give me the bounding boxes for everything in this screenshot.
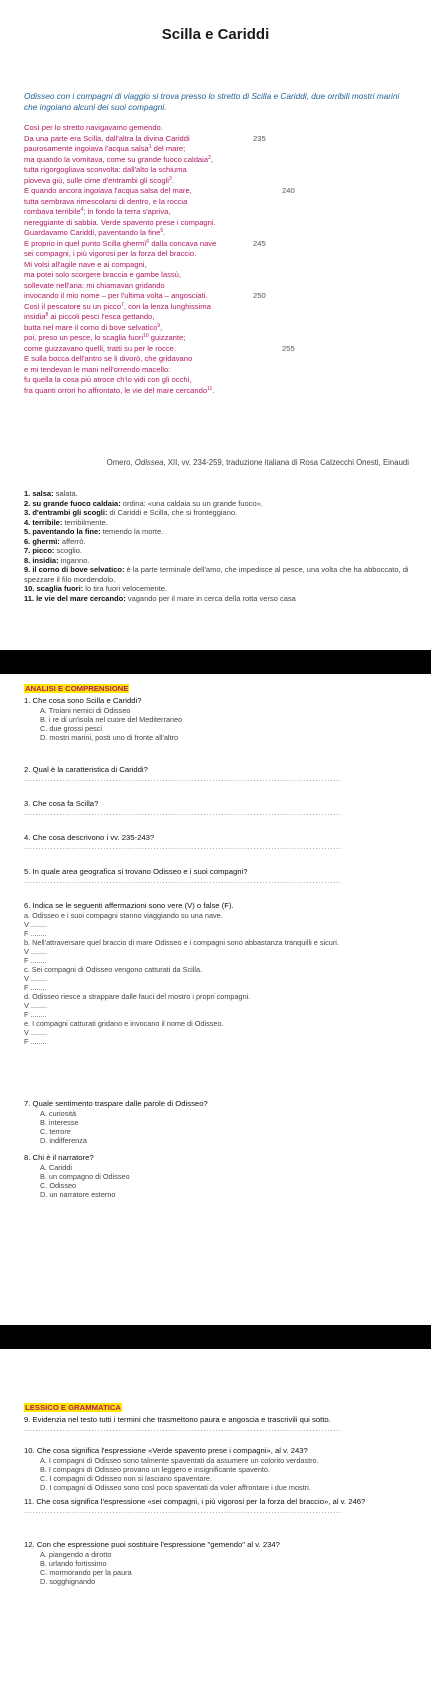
poem-line	[24, 249, 409, 260]
answer-option[interactable]: A. I compagni di Odisseo sono talmente spaventati da assumere un colorito verdastro.	[40, 1456, 319, 1465]
poem-line	[24, 365, 409, 376]
poem-line-text: ma potei solo scorgere braccia e gambe lassù,	[24, 270, 182, 279]
answer-option[interactable]: C. due grossi pesci	[40, 724, 103, 733]
poem-line	[24, 333, 409, 344]
footnote-term: 3. d'entrambi gli scogli:	[24, 508, 108, 517]
answer-option[interactable]: C. mormorando per la paura	[40, 1568, 132, 1577]
answer-option[interactable]: C. terrore	[40, 1127, 71, 1136]
answer-option[interactable]: D. un narratore esterno	[40, 1190, 116, 1199]
answer-option[interactable]: C. I compagni di Odisseo non si lasciano spaventare.	[40, 1474, 212, 1483]
question-12-block	[24, 1540, 414, 1586]
poem-line-text: sollevate nell'aria: mi chiamavan gridando	[24, 280, 165, 290]
answer-option[interactable]: B. interesse	[40, 1118, 79, 1127]
footnote-term: 8. insidia:	[24, 555, 59, 565]
section-title: LESSICO E GRAMMATICA	[25, 1403, 121, 1412]
footnote-definition: è la parte terminale dell'amo, che impedisce al pesce, una volta che ha abboccato, di spezzare il filo mordendolo.	[24, 565, 409, 584]
poem-line-text: invocando il mio nome – per l'ultima volta – angosciati.	[24, 291, 208, 300]
poem-line	[24, 312, 409, 323]
poem-line	[24, 344, 409, 355]
tf-statement: b. Nell'attraversare quel braccio di mare Odisseo e i compagni sono abbastanza tranquilli e sicuri.	[24, 938, 339, 947]
poem-line-text: E sulla bocca dell'antro se li divorò, che gridavano	[24, 354, 193, 363]
poem-line	[24, 207, 409, 218]
answer-option[interactable]: B. i re di un'isola nel cuore del Mediterraneo	[40, 715, 183, 724]
question-3-block	[24, 799, 414, 818]
true-answer-field[interactable]: V ........	[24, 974, 48, 983]
page-title: Scilla e Cariddi	[161, 26, 270, 43]
poem-line-text: ma quando la vomitava, come su grande fuoco caldaia$^2$,	[24, 154, 213, 164]
question-1: 1. Che cosa sono Scilla e Cariddi?	[24, 696, 142, 705]
footnote-term: 5. paventando la fine:	[24, 527, 101, 536]
false-answer-field[interactable]: F ........	[24, 1010, 47, 1019]
poem-line	[24, 144, 409, 155]
answer-line[interactable]: ............................................................................................................	[24, 878, 343, 885]
poem-line-text: poi, preso un pesce, lo scaglia fuori$^{10}$ guizzante;	[24, 333, 186, 342]
footnote	[24, 556, 409, 566]
poem-line-text: fra quanti orrori ho affrontato, le vie del mare cercando$^{11}$.	[24, 385, 215, 395]
poem-line-text: sei compagni, i più vigorosi per la forza del braccio.	[24, 249, 197, 258]
poem-line	[24, 323, 409, 334]
poem-line-text: Da una parte era Scilla, dall'altra la divina Cariddi	[24, 133, 190, 143]
analisi-section	[24, 678, 414, 742]
poem-line	[24, 197, 409, 208]
poem-line-text: Mi volsi all'agile nave e ai compagni,	[24, 259, 147, 269]
answer-line[interactable]: ............................................................................................................	[24, 1508, 343, 1515]
footnote-definition: di Cariddi e Scilla, che si fronteggiano.	[107, 508, 238, 517]
poem-line-text: e mi tendevan le mani nell'orrendo macello:	[24, 364, 171, 374]
poem-line	[24, 354, 409, 365]
poem-line	[24, 155, 409, 166]
footnote-term: 9. il corno di bove selvatico:	[24, 565, 125, 574]
poem-line-text: E quando ancora ingoiava l'acqua salsa del mare,	[24, 186, 192, 195]
poem-line-text: fu quella la cosa più atroce ch'io vidi con gli occhi,	[24, 375, 192, 384]
poem-line-text: nereggiante di sabbia. Verde spavento prese i compagni.	[24, 217, 216, 227]
question-10-block	[24, 1446, 414, 1492]
verse-number: 245	[253, 238, 266, 248]
footnote-definition: terribilmente.	[62, 517, 108, 527]
poem-line-text: tutta sembrava rimescolarsi di dentro, e la roccia	[24, 196, 188, 206]
source-citation: Omero, Odissea, XII, vv. 234-259, traduzione italiana di Rosa Calzecchi Onesti, Einaudi	[106, 458, 409, 467]
false-answer-field[interactable]: F ........	[24, 929, 47, 938]
poem-line	[24, 260, 409, 271]
lessico-section	[24, 1397, 414, 1434]
footnote	[24, 594, 409, 604]
question-2: 2. Qual è la caratteristica di Cariddi?	[24, 765, 148, 774]
question-8: 8. Chi è il narratore?	[24, 1153, 94, 1162]
question-2-block	[24, 765, 414, 784]
answer-option[interactable]: A. Troiani nemici di Odisseo	[40, 706, 131, 715]
verse-number: 240	[282, 186, 295, 195]
answer-option[interactable]: A. Cariddi	[40, 1163, 73, 1172]
poem-line	[24, 291, 409, 302]
poem-line-text: E proprio in quel punto Scilla ghermì$^6$ dalla concava nave	[24, 238, 217, 248]
verse-number: 255	[282, 343, 295, 353]
footnote	[24, 584, 409, 594]
poem-line	[24, 281, 409, 292]
answer-option[interactable]: D. indifferenza	[40, 1136, 87, 1145]
answer-line[interactable]: ............................................................................................................	[24, 1426, 343, 1433]
poem-line	[24, 134, 409, 145]
false-answer-field[interactable]: F ........	[24, 983, 47, 992]
question-10: 10. Che cosa significa l'espressione «Verde spavento prese i compagni», al v. 243?	[24, 1446, 308, 1455]
true-answer-field[interactable]: V ........	[24, 1001, 48, 1010]
answer-option[interactable]: B. urlando fortissimo	[40, 1559, 107, 1568]
poem-line	[24, 165, 409, 176]
tf-statement: c. Sei compagni di Odisseo vengono catturati da Scilla.	[24, 965, 203, 974]
poem-line	[24, 386, 409, 397]
tf-statement: e. I compagni catturati gridano e invocano il nome di Odisseo.	[24, 1019, 224, 1028]
question-4: 4. Che cosa descrivono i vv. 235-243?	[24, 833, 155, 842]
footnote-definition: scoglio.	[54, 546, 82, 555]
question-5: 5. In quale area geografica si trovano Odisseo e i suoi compagni?	[24, 867, 248, 876]
page-3	[0, 1349, 431, 1689]
verse-number: 250	[253, 291, 266, 300]
footnote-term: 7. picco:	[24, 546, 55, 555]
footnote-definition: ordina: «una caldaia su un grande fuoco».	[120, 498, 263, 508]
poem-line	[24, 176, 409, 187]
footnote-definition: vagando per il mare in cerca della rotta verso casa	[125, 593, 296, 603]
false-answer-field[interactable]: F ........	[24, 1037, 47, 1046]
poem-line	[24, 186, 409, 197]
poem-line-text: pioveva giù, sulle cime d'entrambi gli scogli$^3$.	[24, 175, 174, 185]
footnote	[24, 499, 409, 509]
answer-option[interactable]: C. Odisseo	[40, 1181, 77, 1190]
answer-option[interactable]: A. curiosità	[40, 1109, 77, 1118]
footnote-term: 1. salsa:	[24, 489, 54, 498]
poem	[24, 123, 409, 396]
intro-text: Odisseo con i compagni di viaggio si trova presso lo stretto di Scilla e Cariddi, due orribili mostri marini che ingoiano alcuni dei suoi compagni.	[24, 91, 400, 112]
answer-line[interactable]: ............................................................................................................	[24, 776, 343, 783]
question-6-block	[24, 901, 414, 1046]
answer-option[interactable]: B. I compagni di Odisseo provano un leggero e insignificante spavento.	[40, 1465, 270, 1474]
footnote-term: 2. su grande fuoco caldaia:	[24, 498, 121, 508]
page-2	[0, 675, 431, 1325]
question-8-block	[24, 1153, 414, 1199]
footnote-term: 4. terribile:	[24, 517, 63, 527]
poem-line-text: insidia$^8$ ai piccoli pesci l'esca gettando,	[24, 312, 155, 321]
verse-number: 235	[253, 133, 266, 143]
question-5-block	[24, 867, 414, 886]
question-7-block	[24, 1099, 414, 1145]
poem-line	[24, 302, 409, 313]
question-11-block	[24, 1497, 414, 1516]
answer-option[interactable]: D. sogghignando	[40, 1577, 96, 1586]
question-3: 3. Che cosa fa Scilla?	[24, 799, 99, 808]
footnote-term: 6. ghermì:	[24, 536, 60, 546]
answer-option[interactable]: D. I compagni di Odisseo sono così poco spaventati da voler affrontare i due mostri.	[40, 1483, 311, 1492]
footnote	[24, 527, 409, 537]
page-separator	[0, 1325, 431, 1349]
question-9: 9. Evidenzia nel testo tutti i termini che trasmettono paura e angoscia e trascrivili qui sotto.	[24, 1415, 331, 1424]
poem-line	[24, 123, 409, 134]
footnote-definition: afferrò.	[59, 536, 86, 546]
poem-line	[24, 228, 409, 239]
poem-line	[24, 239, 409, 250]
footnote-definition: salata.	[53, 489, 78, 498]
footnote-definition: inganno.	[58, 555, 90, 565]
true-answer-field[interactable]: V ........	[24, 1028, 48, 1037]
poem-line	[24, 375, 409, 386]
page-separator	[0, 650, 431, 674]
poem-line-text: come guizzavano quelli, tratti su per le rocce.	[24, 343, 176, 353]
question-7: 7. Quale sentimento traspare dalle parole di Odisseo?	[24, 1099, 208, 1108]
poem-line-text: butta nel mare il corno di bove selvatico$^9$,	[24, 322, 163, 332]
answer-option[interactable]: D. mostri marini, posti uno di fronte all'altro	[40, 733, 179, 742]
tf-statement: d. Odisseo riesce a strappare dalle fauci del mostro i propri compagni.	[24, 992, 251, 1001]
footnote-term: 10. scaglia fuori:	[24, 584, 84, 593]
poem-line	[24, 218, 409, 229]
false-answer-field[interactable]: F ........	[24, 956, 47, 965]
footnote	[24, 508, 409, 518]
footnote	[24, 518, 409, 528]
question-11: 11. Che cosa significa l'espressione «sei compagni, i più vigorosi per la forza del braccio», al v. 246?	[24, 1497, 366, 1506]
answer-option[interactable]: A. piangendo a dirotto	[40, 1550, 112, 1559]
footnote-definition: temendo la morte.	[100, 527, 164, 536]
poem-line-text: paurosamente ingoiava l'acqua salsa$^1$ del mare;	[24, 144, 186, 153]
poem-line-text: Così per lo stretto navigavamo gemendo.	[24, 123, 163, 132]
answer-line[interactable]: ............................................................................................................	[24, 844, 343, 851]
answer-line[interactable]: ............................................................................................................	[24, 810, 343, 817]
footnote-term: 11. le vie del mare cercando:	[24, 593, 126, 603]
poem-line	[24, 270, 409, 281]
poem-line-text: tutta rigorgogliava sconvolta: dall'alto la schiuma	[24, 165, 187, 174]
question-4-block	[24, 833, 414, 852]
poem-line-text: Così il pescatore su un picco$^7$, con la lenza lunghissima	[24, 301, 211, 311]
footnote	[24, 546, 409, 556]
question-12: 12. Con che espressione puoi sostituire l'espressione "gemendo" al v. 234?	[24, 1540, 280, 1549]
true-answer-field[interactable]: V ........	[24, 947, 48, 956]
poem-line-text: rombava terribile$^4$; in fondo la terra s'apriva,	[24, 207, 171, 216]
true-answer-field[interactable]: V ........	[24, 920, 48, 929]
tf-statement: a. Odisseo e i suoi compagni stanno viaggiando su una nave.	[24, 911, 223, 920]
footnote	[24, 565, 409, 584]
footnotes	[24, 489, 409, 603]
footnote-definition: lo tira fuori velocemente.	[83, 584, 167, 593]
question-6: 6. Indica se le seguenti affermazioni sono vere (V) o false (F).	[24, 901, 234, 910]
answer-option[interactable]: B. un compagno di Odisseo	[40, 1172, 130, 1181]
poem-line-text: Guardavamo Cariddi, paventando la fine$^5$.	[24, 228, 166, 237]
page-1	[0, 0, 431, 650]
footnote	[24, 489, 409, 499]
footnote	[24, 537, 409, 547]
section-title: ANALISI E COMPRENSIONE	[25, 684, 129, 693]
